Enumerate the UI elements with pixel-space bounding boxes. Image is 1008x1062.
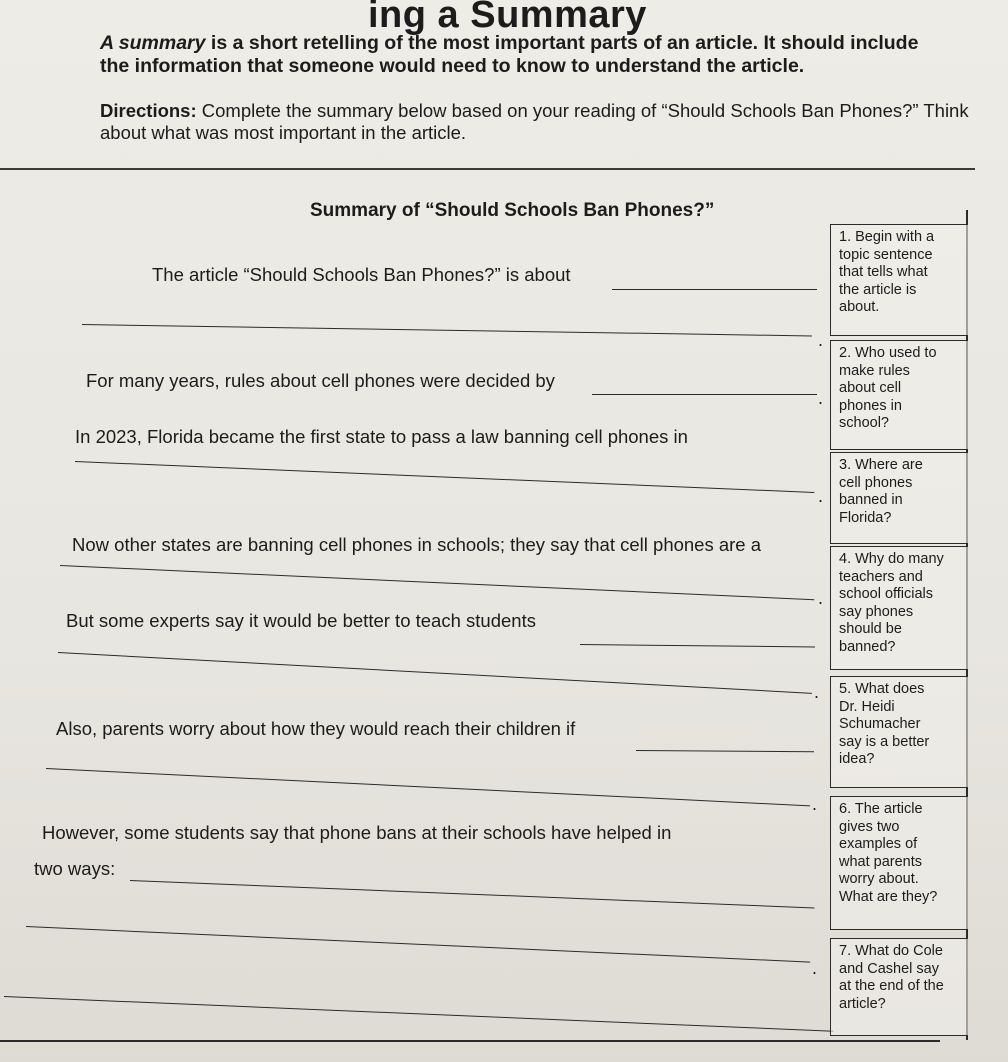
question-5-line: Dr. Heidi [839,698,895,715]
sentence-2: For many years, rules about cell phones were decided by [86,370,555,391]
question-4-line: teachers and [839,568,923,585]
question-2-line: phones in [839,397,902,414]
question-1-line: topic sentence [839,246,933,263]
definition-paragraph [100,32,930,78]
directions-label: Directions: [100,100,197,121]
question-4-line: should be [839,621,902,637]
period-6: . [812,794,818,814]
question-6-line: examples of [839,836,918,852]
question-2-line: make rules [839,362,910,379]
sentence-7: However, some students say that phone bans at their schools have helped in [42,822,672,843]
question-3-line: banned in [839,492,903,508]
question-box-3 [830,452,968,544]
sentence-6: Also, parents worry about how they would reach their children if [56,718,576,739]
question-3-line: cell phones [839,474,913,491]
question-7-line: and Cashel say [839,960,939,977]
definition-text: is a short retelling of the most important parts of an article. It should include the information that someone would need to know to understand the article. [100,32,919,77]
question-7-line: 7. What do Cole [839,943,943,959]
question-5-line: say is a better [839,733,930,750]
question-2-line: about cell [839,380,902,396]
sentence-4: Now other states are banning cell phones in schools; they say that cell phones are a [72,534,762,555]
question-7-line: article? [839,995,886,1012]
question-box-6 [830,796,968,930]
period-7: . [812,958,818,978]
blank-1a[interactable] [612,289,817,290]
definition-term: A summary [100,32,206,54]
period-2: . [818,388,824,408]
question-6-line: what parents [839,853,923,870]
question-6-line: 6. The article [839,801,923,817]
question-1-line: about. [839,299,880,315]
question-2-line: 2. Who used to [839,345,937,361]
question-1-line: that tells what [839,264,928,280]
sentence-1: The article “Should Schools Ban Phones?” is about [152,264,571,285]
question-box-7 [830,938,968,1036]
sentence-5: But some experts say it would be better to teach students [66,610,536,631]
question-6-line: worry about. [839,871,919,887]
summary-title: Summary of “Should Schools Ban Phones?” [310,200,715,221]
question-5-line: 5. What does [839,681,925,697]
question-4-line: 4. Why do many [839,551,944,567]
question-5-line: Schumacher [839,716,921,732]
period-5: . [814,682,820,702]
question-6-line: What are they? [839,888,938,905]
question-4-line: school officials [839,586,934,602]
period-1: . [818,330,824,350]
summary-box [0,168,975,1042]
question-7-line: at the end of the [839,978,944,994]
question-3-line: 3. Where are [839,457,923,473]
question-box-4 [830,546,968,670]
question-1-line: the article is [839,281,917,298]
page-title: ing a Summary [368,0,647,36]
question-6-line: gives two [839,818,900,835]
question-box-5 [830,676,968,788]
bottom-divider [0,1040,940,1042]
question-1-line: 1. Begin with a [839,229,935,245]
question-5-line: idea? [839,751,875,767]
question-box-1 [830,224,968,336]
directions [100,100,980,144]
question-4-line: say phones [839,603,914,620]
sentence-3: In 2023, Florida became the first state to pass a law banning cell phones in [75,426,688,447]
period-3: . [818,486,824,506]
directions-text: Complete the summary below based on your reading of “Should Schools Ban Phones?” Think about what was most important in the article. [100,100,969,143]
period-4: . [818,588,824,608]
question-2-line: school? [839,415,889,431]
question-3-line: Florida? [839,509,892,526]
question-4-line: banned? [839,638,896,655]
sentence-7-continued: two ways: [34,858,116,879]
blank-2[interactable] [592,394,817,395]
question-box-2 [830,340,968,450]
